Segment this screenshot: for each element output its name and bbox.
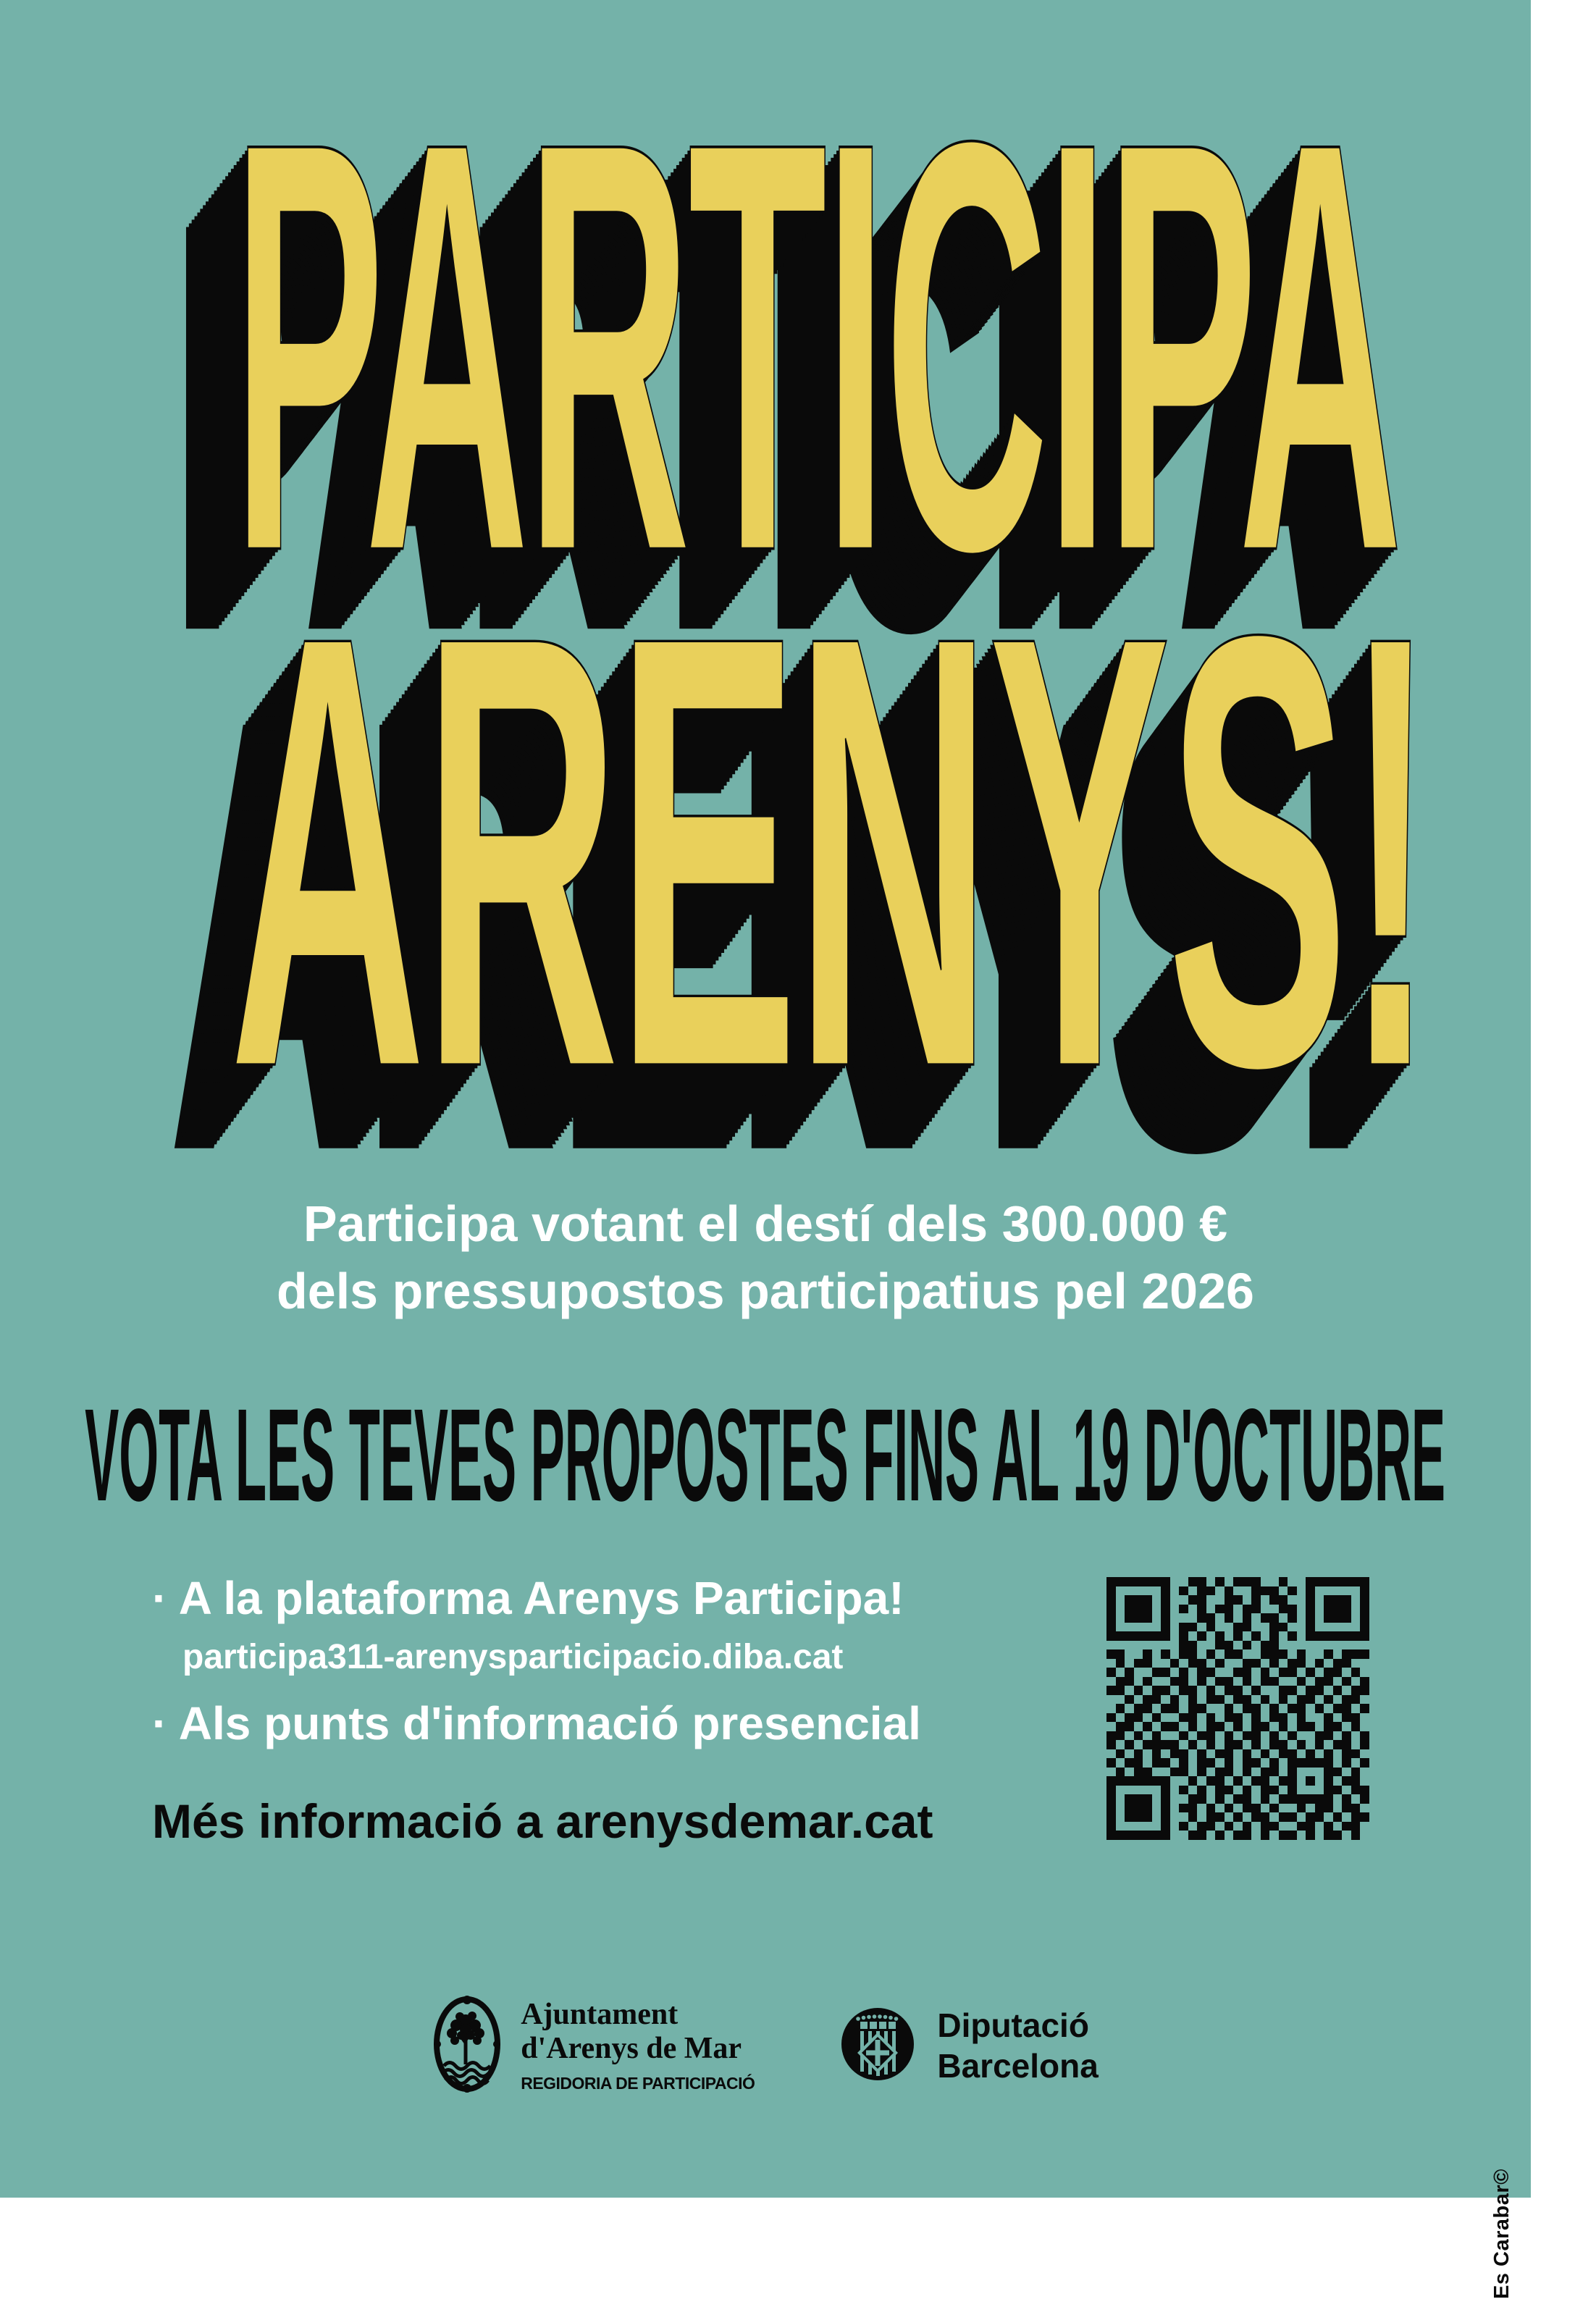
subtitle-line-2: dels pressupostos participatius pel 2026 xyxy=(277,1263,1254,1320)
diputacio-logo-text xyxy=(937,2005,1098,2086)
diputacio-logo-group xyxy=(840,2005,1098,2086)
headline-row-2 xyxy=(65,507,1596,1195)
ajuntament-name-line-2: d'Arenys de Mar xyxy=(521,2031,742,2065)
qr-code xyxy=(1106,1577,1369,1840)
more-info-line: Més informació a arenysdemar.cat xyxy=(152,1794,933,1848)
headline-row-1 xyxy=(51,22,1582,674)
subtitle xyxy=(0,1190,1531,1325)
ajuntament-logo-group xyxy=(432,1995,755,2097)
diputacio-seal-icon xyxy=(840,2006,915,2085)
headline-arenys: ARENYS! xyxy=(229,507,1432,1195)
bullet-info-points: · Als punts d'informació presencial xyxy=(152,1697,921,1749)
headline-participa: PARTICIPA xyxy=(232,22,1400,674)
ajuntament-department: REGIDORIA DE PARTICIPACIÓ xyxy=(521,2073,755,2093)
subtitle-line-1: Participa votant el destí dels 300.000 € xyxy=(303,1195,1228,1252)
ajuntament-seal-icon xyxy=(432,1995,502,2097)
footer-logos xyxy=(0,1984,1531,2107)
ajuntament-name-line-1: Ajuntament xyxy=(521,1998,679,2032)
deadline-row xyxy=(0,1382,1531,1529)
bullet-platform: · A la plataforma Arenys Participa! xyxy=(152,1572,904,1624)
diputacio-name-line-1: Diputació xyxy=(937,2006,1089,2044)
diputacio-name-line-2: Barcelona xyxy=(937,2047,1099,2085)
deadline-headline: VOTA LES TEVES PROPOSTES FINS AL 19 D'OCTUBRE xyxy=(85,1382,1446,1529)
ajuntament-logo-text xyxy=(521,1998,755,2093)
platform-url: participa311-arenysparticipacio.diba.cat xyxy=(182,1638,844,1676)
studio-credit: Es Carabar© xyxy=(1490,2169,1513,2299)
